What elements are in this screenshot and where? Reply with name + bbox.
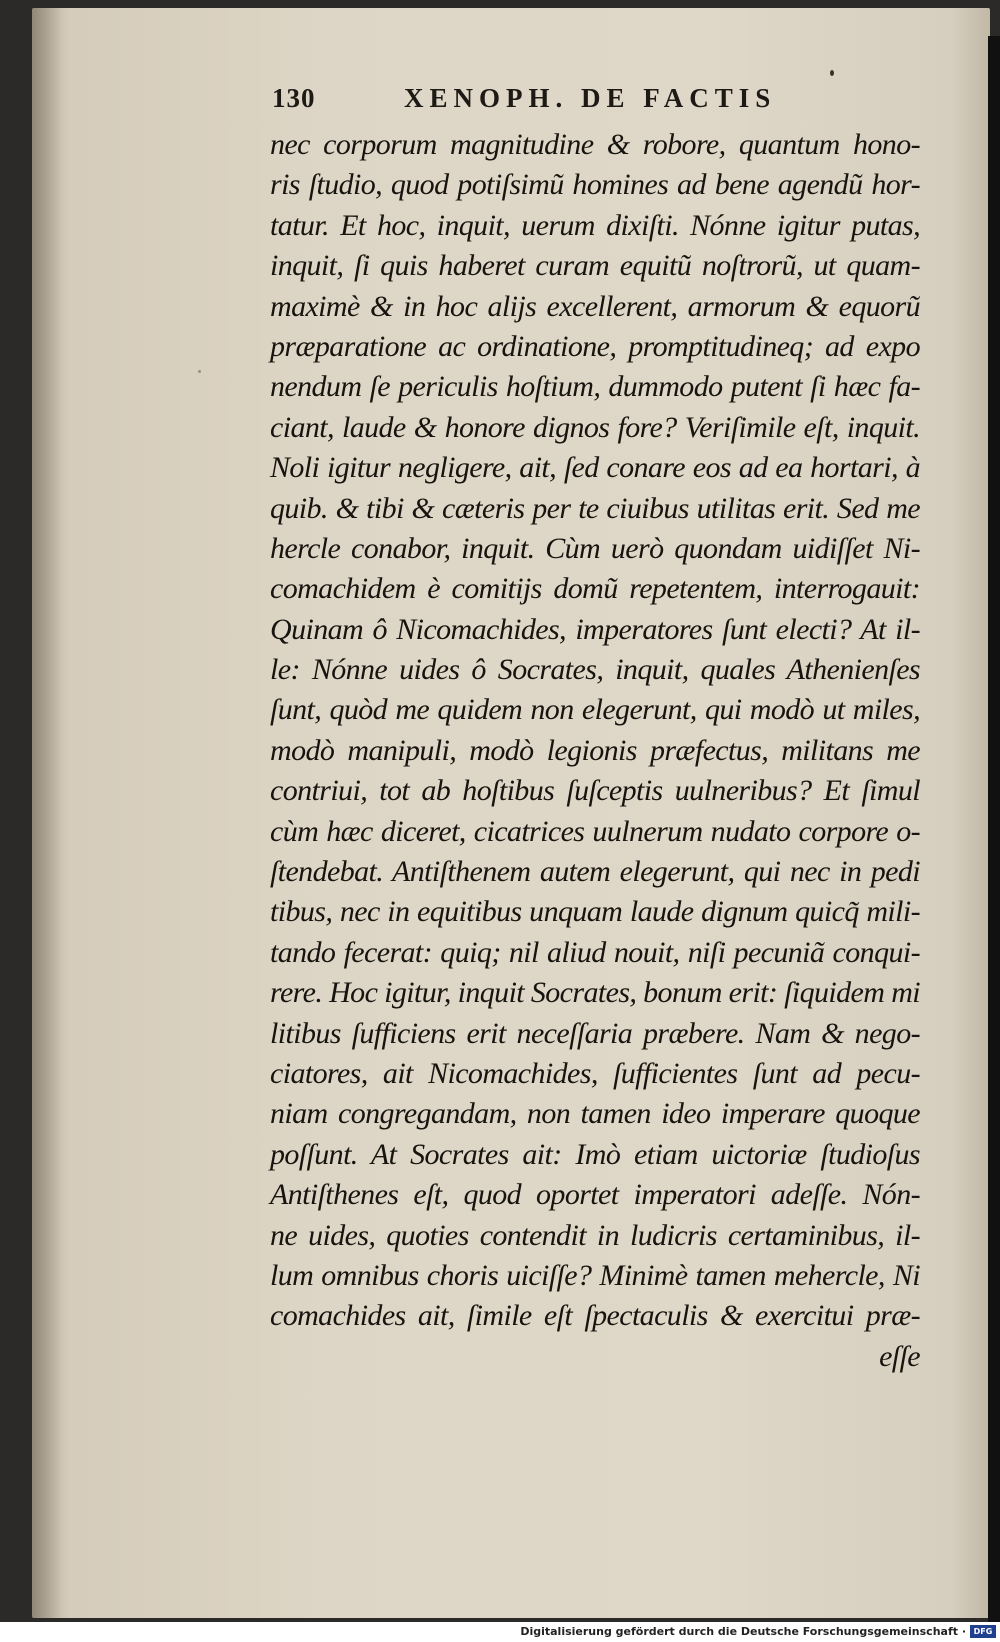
text-line: le: Nónne uides ô Socrates, inquit, quales Athenienſes xyxy=(270,653,920,687)
text-line: præparatione ac ordinatione, promptitudineq; ad expo xyxy=(270,329,920,363)
text-line: ciatores, ait Nicomachides, ſufficientes ſunt ad pecu- xyxy=(270,1056,920,1090)
text-line: maximè & in hoc alijs excellerent, armorum & equorũ xyxy=(270,289,920,323)
ink-speck xyxy=(830,70,834,76)
folio-number: 130 xyxy=(272,83,316,113)
dfg-logo: DFG xyxy=(970,1625,996,1638)
text-line: modò manipuli, modò legionis præfectus, militans me xyxy=(270,733,920,767)
text-line: ciant, laude & honore dignos fore? Veriſimile eſt, inquit. xyxy=(270,410,920,444)
text-line: contriui, tot ab hoſtibus ſuſceptis uulneribus? Et ſimul xyxy=(270,774,920,808)
text-line: Quinam ô Nicomachides, imperatores ſunt electi? At il- xyxy=(270,612,920,646)
funding-credit: Digitalisierung gefördert durch die Deutsche Forschungsgemeinschaft · xyxy=(520,1625,966,1638)
text-line: rere. Hoc igitur, inquit Socrates, bonum erit: ſiquidem mi xyxy=(270,976,920,1010)
text-line: hercle conabor, inquit. Cùm uerò quondam uidiſſet Ni- xyxy=(270,531,920,565)
text-line: nendum ſe periculis hoſtium, dummodo putent ſi hæc fa- xyxy=(270,370,920,404)
text-line: tatur. Et hoc, inquit, uerum dixiſti. Nónne igitur putas, xyxy=(270,208,920,242)
text-line: tibus, nec in equitibus unquam laude dignum quicq̃ mili- xyxy=(270,895,920,929)
text-line: ris ſtudio, quod potiſsimũ homines ad bene agendũ hor- xyxy=(270,168,920,202)
text-line: litibus ſufficiens erit neceſſaria præbere. Nam & nego- xyxy=(270,1016,920,1050)
text-line: nec corporum magnitudine & robore, quantum hono- xyxy=(270,128,920,161)
ink-speck xyxy=(198,370,201,373)
text-line: quib. & tibi & cæteris per te ciuibus utilitas erit. Sed me xyxy=(270,491,920,525)
text-block xyxy=(270,125,920,1377)
text-line: niam congregandam, non tamen ideo imperare quoque xyxy=(270,1097,920,1131)
text-line: Antiſthenes eſt, quod oportet imperatori adeſſe. Nón- xyxy=(270,1178,920,1212)
text-line: cùm hæc diceret, cicatrices uulnerum nudato corpore o- xyxy=(270,814,920,848)
page-header xyxy=(272,83,792,119)
text-line: ſunt, quòd me quidem non elegerunt, qui modò ut miles, xyxy=(270,693,920,727)
footer-bar xyxy=(0,1622,1000,1642)
text-line: poſſunt. At Socrates ait: Imò etiam uictoriæ ſtudioſus xyxy=(270,1137,920,1171)
text-line: comachides ait, ſimile eſt ſpectaculis & exercitui præ- xyxy=(270,1299,920,1333)
text-line: comachidem è comitijs domũ repetentem, interrogauit: xyxy=(270,572,920,606)
running-head: XENOPH. DE FACTIS xyxy=(404,83,777,113)
text-line: tando fecerat: quiq; nil aliud nouit, niſi pecuniã conqui- xyxy=(270,935,920,969)
text-line: inquit, ſi quis haberet curam equitũ noſtrorũ, ut quam- xyxy=(270,249,920,283)
page-edge-shadow xyxy=(988,36,1000,1622)
text-line: Noli igitur negligere, ait, ſed conare eos ad ea hortari, à xyxy=(270,451,920,485)
catchword: eſſe xyxy=(879,1339,920,1373)
text-line: ne uides, quoties contendit in ludicris certaminibus, il- xyxy=(270,1218,920,1252)
text-line: ſtendebat. Antiſthenem autem elegerunt, qui nec in pedi xyxy=(270,855,920,889)
gutter-shadow xyxy=(32,8,62,1618)
text-line: lum omnibus choris uiciſſe? Minimè tamen mehercle, Ni xyxy=(270,1258,920,1292)
